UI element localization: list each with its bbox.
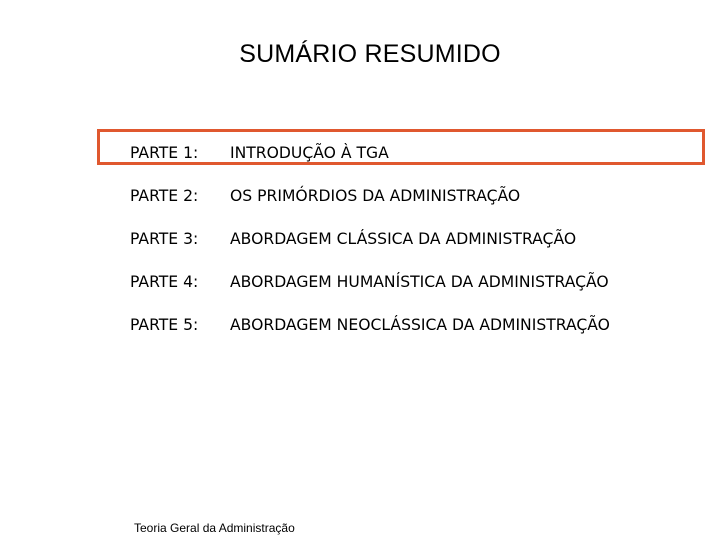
toc-item-5 bbox=[130, 315, 610, 335]
slide-footer: Teoria Geral da Administração bbox=[134, 521, 295, 535]
toc-item-3 bbox=[130, 229, 576, 249]
toc-item-2 bbox=[130, 186, 520, 206]
toc-part-label: PARTE 4: bbox=[130, 273, 199, 291]
slide-title: SUMÁRIO RESUMIDO bbox=[239, 40, 501, 68]
toc-topic: ABORDAGEM NEOCLÁSSICA DA ADMINISTRAÇÃO bbox=[230, 316, 610, 334]
toc-topic: OS PRIMÓRDIOS DA ADMINISTRAÇÃO bbox=[230, 187, 521, 205]
toc-item-4 bbox=[130, 272, 609, 292]
toc-topic: ABORDAGEM HUMANÍSTICA DA ADMINISTRAÇÃO bbox=[230, 273, 609, 291]
toc-topic: ABORDAGEM CLÁSSICA DA ADMINISTRAÇÃO bbox=[230, 230, 577, 248]
toc-part-label: PARTE 1: bbox=[130, 144, 199, 162]
toc-topic: INTRODUÇÃO À TGA bbox=[230, 144, 389, 162]
toc-item-1 bbox=[130, 143, 389, 163]
toc-part-label: PARTE 3: bbox=[130, 230, 199, 248]
toc-part-label: PARTE 5: bbox=[130, 316, 199, 334]
toc-part-label: PARTE 2: bbox=[130, 187, 199, 205]
